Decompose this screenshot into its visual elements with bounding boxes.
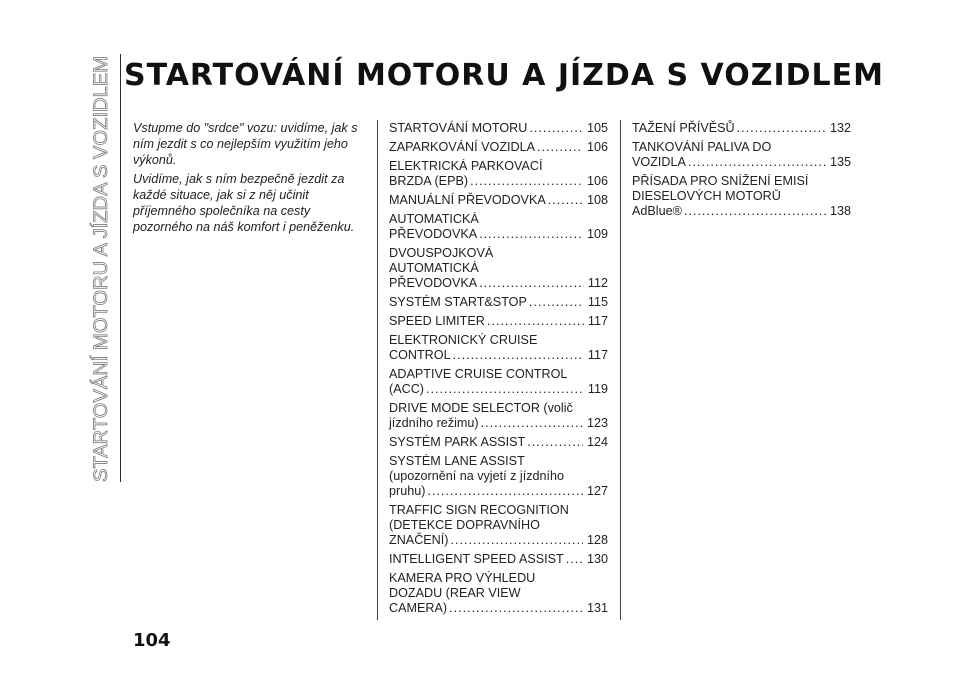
toc-dot-leader — [479, 227, 583, 242]
toc-page-number: 106 — [586, 140, 608, 154]
toc-dot-leader — [737, 121, 826, 136]
toc-page-number: 132 — [829, 121, 851, 135]
toc-dot-leader — [688, 155, 826, 170]
toc-entry-title: TAŽENÍ PŘÍVĚSŮ — [632, 121, 735, 135]
toc-entry-title: SYSTÉM PARK ASSIST — [389, 435, 526, 449]
toc-entry-line: DIESELOVÝCH MOTORŮ — [632, 189, 781, 203]
side-divider-line — [120, 54, 121, 482]
toc-page-number: 127 — [586, 484, 608, 498]
toc-entry-title: CONTROL — [389, 348, 451, 362]
toc-entry[interactable] — [389, 454, 608, 499]
toc-entry-line: ADAPTIVE CRUISE CONTROL — [389, 367, 568, 381]
toc-entry-line: PŘÍSADA PRO SNÍŽENÍ EMISÍ — [632, 174, 809, 188]
side-tab-text: STARTOVÁNÍ MOTORU A JÍZDA S VOZIDLEM — [90, 69, 112, 482]
toc-entry-line: ELEKTRICKÁ PARKOVACÍ — [389, 159, 543, 173]
toc-entry-title: PŘEVODOVKA — [389, 227, 478, 241]
toc-page-number: 119 — [587, 382, 608, 396]
toc-dot-leader — [453, 348, 584, 363]
side-tab-label — [86, 54, 114, 482]
toc-dot-leader — [479, 276, 584, 291]
toc-dot-leader — [470, 174, 583, 189]
toc-dot-leader — [450, 533, 583, 548]
toc-column-1 — [389, 121, 608, 620]
toc-page-number: 106 — [586, 174, 608, 188]
toc-dot-leader — [529, 295, 584, 310]
toc-entry-title: SYSTÉM START&STOP — [389, 295, 527, 309]
toc-dot-leader — [529, 121, 583, 136]
toc-entry-line: DVOUSPOJKOVÁ — [389, 246, 494, 260]
toc-entry-line: TRAFFIC SIGN RECOGNITION — [389, 503, 569, 517]
toc-entry[interactable] — [389, 314, 608, 329]
toc-dot-leader — [684, 204, 826, 219]
column-divider — [620, 120, 621, 620]
toc-dot-leader — [426, 382, 584, 397]
toc-page-number: 108 — [586, 193, 608, 207]
toc-page-number: 115 — [587, 295, 608, 309]
toc-dot-leader — [449, 601, 583, 616]
toc-page-number: 117 — [587, 314, 608, 328]
toc-page-number: 124 — [586, 435, 608, 449]
toc-entry-line: DRIVE MODE SELECTOR (volič — [389, 401, 573, 415]
toc-entry-line: AUTOMATICKÁ — [389, 212, 479, 226]
toc-page-number: 131 — [586, 601, 608, 615]
toc-entry-title: STARTOVÁNÍ MOTORU — [389, 121, 528, 135]
toc-entry-title: jízdního režimu) — [389, 416, 479, 430]
toc-entry-title: INTELLIGENT SPEED ASSIST — [389, 552, 564, 566]
toc-entry-line: ELEKTRONICKÝ CRUISE — [389, 333, 538, 347]
toc-dot-leader — [527, 435, 583, 450]
toc-page-number: 130 — [586, 552, 608, 566]
toc-page-number: 138 — [829, 204, 851, 218]
toc-dot-leader — [537, 140, 583, 155]
toc-entry-title: SPEED LIMITER — [389, 314, 485, 328]
toc-entry[interactable] — [389, 121, 608, 136]
intro-paragraph-2: Uvidíme, jak s ním bezpečně jezdit za každé situace, jak si z něj učinit příjemného společníka na cesty pozorného na náš komfort i peněženku. — [133, 172, 355, 234]
toc-entry-title: PŘEVODOVKA — [389, 276, 478, 290]
toc-entry-line: (DETEKCE DOPRAVNÍHO — [389, 518, 540, 532]
toc-entry-title: (ACC) — [389, 382, 424, 396]
toc-page-number: 135 — [829, 155, 851, 169]
toc-dot-leader — [566, 552, 583, 567]
toc-page-number: 109 — [586, 227, 608, 241]
toc-entry[interactable] — [389, 503, 608, 548]
intro-paragraph-1: Vstupme do "srdce" vozu: uvidíme, jak s ním jezdit s co nejlepším využitím jeho výkonů. — [133, 121, 358, 167]
toc-dot-leader — [487, 314, 584, 329]
page-title: STARTOVÁNÍ MOTORU A JÍZDA S VOZIDLEM — [123, 58, 885, 93]
toc-dot-leader — [481, 416, 583, 431]
toc-dot-leader — [427, 484, 583, 499]
toc-entry-line: TANKOVÁNÍ PALIVA DO — [632, 140, 772, 154]
toc-column-2 — [632, 121, 851, 223]
toc-page-number: 112 — [587, 276, 608, 290]
toc-entry[interactable] — [389, 193, 608, 208]
toc-entry-title: AdBlue® — [632, 204, 682, 218]
page-number: 104 — [133, 630, 171, 651]
toc-page-number: 105 — [586, 121, 608, 135]
toc-entry[interactable] — [389, 435, 608, 450]
toc-entry-title: CAMERA) — [389, 601, 448, 615]
toc-entry[interactable] — [389, 367, 608, 397]
toc-entry[interactable] — [632, 121, 851, 136]
toc-entry-line: DOZADU (REAR VIEW — [389, 586, 521, 600]
toc-entry[interactable] — [632, 174, 851, 219]
toc-page-number: 123 — [586, 416, 608, 430]
toc-entry-title: pruhu) — [389, 484, 426, 498]
toc-entry[interactable] — [389, 212, 608, 242]
toc-entry-title: ZAPARKOVÁNÍ VOZIDLA — [389, 140, 536, 154]
toc-entry-title: BRZDA (EPB) — [389, 174, 469, 188]
toc-entry[interactable] — [389, 401, 608, 431]
toc-dot-leader — [548, 193, 583, 208]
toc-entry-line: SYSTÉM LANE ASSIST — [389, 454, 525, 468]
toc-entry[interactable] — [389, 333, 608, 363]
toc-entry-line: KAMERA PRO VÝHLEDU — [389, 571, 536, 585]
toc-entry[interactable] — [632, 140, 851, 170]
toc-entry[interactable] — [389, 159, 608, 189]
toc-entry-line: AUTOMATICKÁ — [389, 261, 479, 275]
intro-text — [133, 120, 369, 238]
toc-page-number: 117 — [587, 348, 608, 362]
toc-page-number: 128 — [586, 533, 608, 547]
toc-entry[interactable] — [389, 552, 608, 567]
toc-entry-title: MANUÁLNÍ PŘEVODOVKA — [389, 193, 546, 207]
toc-entry-title: VOZIDLA — [632, 155, 686, 169]
toc-entry-line: (upozornění na vyjetí z jízdního — [389, 469, 565, 483]
toc-entry-title: ZNAČENÍ) — [389, 533, 449, 547]
toc-entry[interactable] — [389, 571, 608, 616]
toc-entry[interactable] — [389, 295, 608, 310]
toc-entry[interactable] — [389, 140, 608, 155]
toc-entry[interactable] — [389, 246, 608, 291]
column-divider — [377, 120, 378, 620]
